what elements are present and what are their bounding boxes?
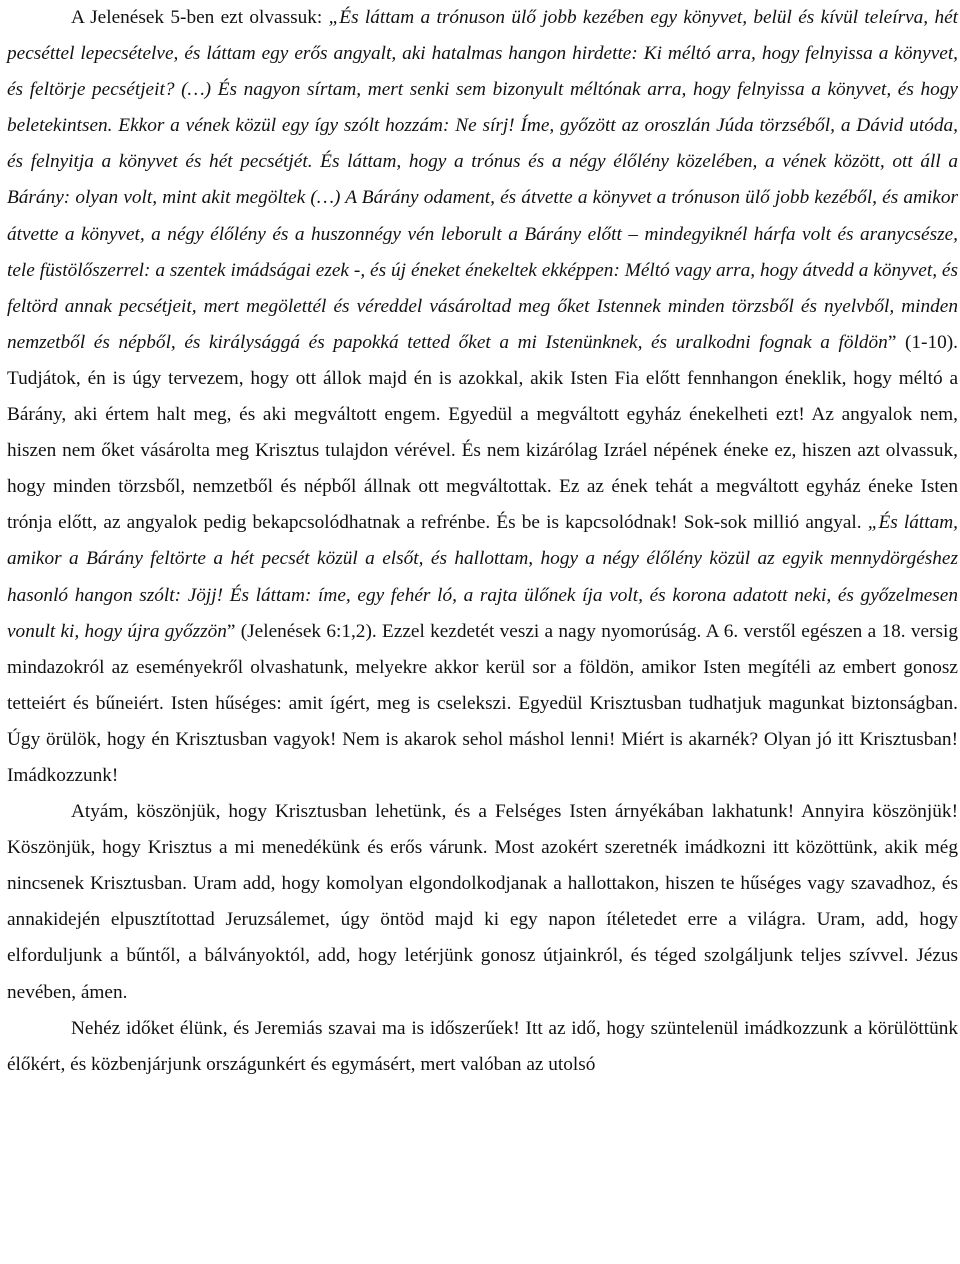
paragraph-2-text: Atyám, köszönjük, hogy Krisztusban lehetünk, és a Felséges Isten árnyékában lakhatunk! Annyira köszönjük! Köszönjük, hogy Krisztus a mi menedékünk és erős várunk. Most azokért szeretnék imádkozni itt közöttünk, akik még nincsenek Krisztusban. Uram add, hogy komolyan elgondolkodjanak a hallottakon, hiszen te hűséges vagy szavadhoz, és annakidején elpusztítottad Jeruzsálemet, úgy öntöd majd ki egy napon ítéletedet erre a világra. Uram, add, hogy elforduljunk a bűntől, a bálványoktól, add, hogy letérjünk gonosz útjainkról, és téged szolgáljunk teljes szívvel. Jézus nevében, ámen. <box>7 801 958 1003</box>
paragraph-1-text-3: ” (Jelenések 6:1,2). Ezzel kezdetét veszi a nagy nyomorúság. A 6. verstől egészen a 18. versig mindazokról az eseményekről olvashatunk, melyekre akkor kerül sor a földön, amikor Isten megítéli az embert gonosz tetteiért és bűneiért. Isten hűséges: amit ígért, meg is cselekszi. Egyedül Krisztusban tudhatjuk magunkat biztonságban. Úgy örülök, hogy én Krisztusban vagyok! Nem is akarok sehol máshol lenni! Miért is akarnék? Olyan jó itt Krisztusban! Imádkozzunk! <box>7 620 958 786</box>
paragraph-1-quote-2: „És láttam, amikor a Bárány feltörte a hét pecsét közül a elsőt, és hallottam, hogy a négy élőlény közül az egyik mennydörgéshez hasonló hangon szólt: Jöjj! És láttam: íme, egy fehér ló, a rajta ülőnek íja volt, és korona adatott neki, és győzelmesen vonult ki, hogy újra győzzön <box>7 512 958 642</box>
paragraph-1-text-1: A Jelenések 5-ben ezt olvassuk: <box>71 7 329 28</box>
document-page <box>7 0 958 1083</box>
paragraph-1 <box>7 0 958 794</box>
paragraph-3 <box>7 1011 958 1083</box>
paragraph-3-text: Nehéz időket élünk, és Jeremiás szavai ma is időszerűek! Itt az idő, hogy szüntelenül imádkozzunk a körülöttünk élőkért, és közbenjárjunk országunkért és egymásért, mert valóban az utolsó <box>7 1017 958 1075</box>
paragraph-1-text-2: ” (1-10). Tudjátok, én is úgy tervezem, hogy ott állok majd én is azokkal, akik Isten Fia előtt fennhangon éneklik, hogy méltó a Bárány, aki értem halt meg, és aki megváltott engem. Egyedül a megváltott egyház énekelheti ezt! Az angyalok nem, hiszen nem őket vásárolta meg Krisztus tulajdon vérével. És nem kizárólag Izráel népének éneke ez, hiszen azt olvassuk, hogy minden törzsből, nemzetből és népből állnak ott megváltottak. Ez az ének tehát a megváltott egyház éneke Isten trónja előtt, az angyalok pedig bekapcsolódhatnak a refrénbe. És be is kapcsolódnak! Sok-sok millió angyal. <box>7 331 958 534</box>
paragraph-1-quote-1: „És láttam a trónuson ülő jobb kezében egy könyvet, belül és kívül teleírva, hét pecséttel lepecsételve, és láttam egy erős angyalt, aki hatalmas hangon hirdette: Ki méltó arra, hogy felnyissa a könyvet, és feltörje pecsétjeit? (…) És nagyon sírtam, mert senki sem bizonyult méltónak arra, hogy felnyissa a könyvet, és hogy beletekintsen. Ekkor a vének közül egy így szólt hozzám: Ne sírj! Íme, győzött az oroszlán Júda törzséből, a Dávid utóda, és felnyitja a könyvet és hét pecsétjét. És láttam, hogy a trónus és a négy élőlény közelében, a vének között, ott áll a Bárány: olyan volt, mint akit megöltek (…) A Bárány odament, és átvette a könyvet a trónuson ülő jobb kezéből, és amikor átvette a könyvet, a négy élőlény és a huszonnégy vén leborult a Bárány előtt – mindegyiknél hárfa volt és aranycsésze, tele füstölőszerrel: a szentek imádságai ezek -, és új éneket énekeltek ekképpen: Méltó vagy arra, hogy átvedd a könyvet, és feltörd annak pecsétjeit, mert megölettél és véreddel vásároltad meg őket Istennek minden törzsből és nyelvből, minden nemzetből és népből, és királysággá és papokká tetted őket a mi Istenünknek, és uralkodni fognak a földön <box>7 7 958 353</box>
paragraph-2 <box>7 794 958 1011</box>
